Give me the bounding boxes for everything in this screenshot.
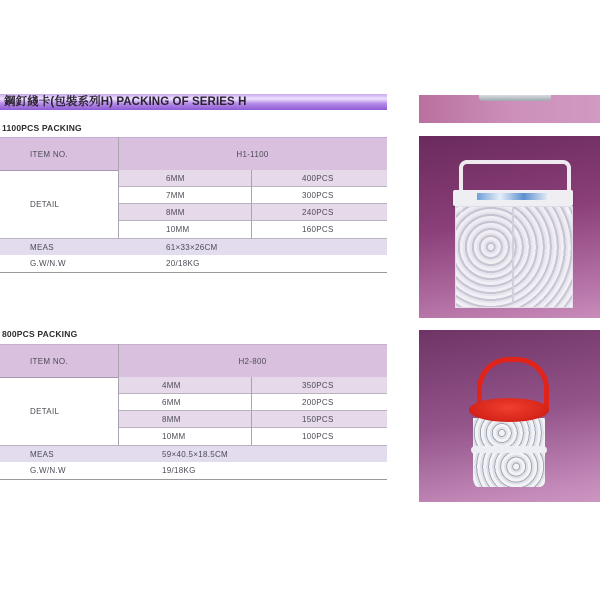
table-row-weight [0, 255, 387, 272]
meas-label: MEAS [30, 242, 54, 252]
detail-qty: 240PCS [302, 207, 334, 217]
detail-qty: 100PCS [302, 432, 334, 441]
bucket-label [477, 193, 547, 200]
tray-shape [479, 95, 551, 101]
weight-value: 19/18KG [162, 466, 196, 475]
table-row [119, 428, 387, 446]
detail-qty: 300PCS [302, 190, 334, 200]
detail-qty: 200PCS [302, 397, 334, 407]
section-label-800pcs: 800PCS PACKING [2, 329, 78, 339]
table-row-meas [0, 445, 387, 463]
table-bottom-rule [0, 479, 387, 480]
meas-value: 59×40.5×18.5CM [162, 449, 229, 459]
jar-upper-with-clips [473, 418, 545, 448]
detail-size: 10MM [162, 432, 186, 441]
packing-table-h1-1100 [0, 137, 387, 274]
detail-size: 6MM [166, 173, 185, 183]
detail-qty: 400PCS [302, 173, 334, 183]
table-row [119, 221, 387, 239]
page-title: 鋼釘綫卡(包裝系列H) PACKING OF SERIES H [4, 96, 247, 108]
packing-table-h2-800 [0, 344, 387, 481]
bucket-divider [512, 208, 514, 304]
table-row-weight [0, 462, 387, 479]
table-row [119, 204, 387, 221]
table-bottom-rule [0, 272, 387, 273]
column-divider [251, 377, 252, 445]
item-no-value: H2-800 [238, 356, 267, 366]
meas-label: MEAS [30, 449, 54, 459]
h2-800-round-jar-photo [419, 330, 600, 502]
detail-label: DETAIL [30, 199, 60, 209]
detail-size: 4MM [162, 380, 181, 390]
h1-1100-square-bucket-photo [419, 136, 600, 318]
detail-qty: 160PCS [302, 225, 334, 234]
detail-size: 8MM [166, 207, 185, 217]
jar-lower-with-clips [473, 453, 545, 487]
weight-label: G.W/N.W [30, 259, 66, 268]
table-row-meas [0, 238, 387, 256]
table-row [119, 170, 387, 187]
table-row [119, 411, 387, 428]
detail-size: 7MM [166, 190, 185, 200]
detail-size: 10MM [166, 225, 190, 234]
detail-qty: 350PCS [302, 380, 334, 390]
item-no-label: ITEM NO. [30, 149, 68, 159]
meas-value: 61×33×26CM [166, 242, 218, 252]
table-row [119, 377, 387, 394]
section-label-1100pcs: 1100PCS PACKING [2, 123, 82, 133]
column-divider [251, 170, 252, 238]
table-header-row [0, 137, 387, 171]
detail-qty: 150PCS [302, 414, 334, 424]
previous-product-photo-cropped [419, 95, 600, 123]
table-row [119, 187, 387, 204]
table-header-row [0, 344, 387, 378]
item-no-label: ITEM NO. [30, 356, 68, 366]
red-jar-lid [469, 398, 549, 422]
bucket-body-with-clips [455, 206, 573, 308]
detail-label: DETAIL [30, 406, 60, 416]
detail-size: 6MM [162, 397, 181, 407]
weight-label: G.W/N.W [30, 466, 66, 475]
section-title-banner [0, 94, 387, 110]
table-row [119, 394, 387, 411]
weight-value: 20/18KG [166, 259, 200, 268]
item-no-value: H1-1100 [236, 149, 269, 159]
detail-size: 8MM [162, 414, 181, 424]
